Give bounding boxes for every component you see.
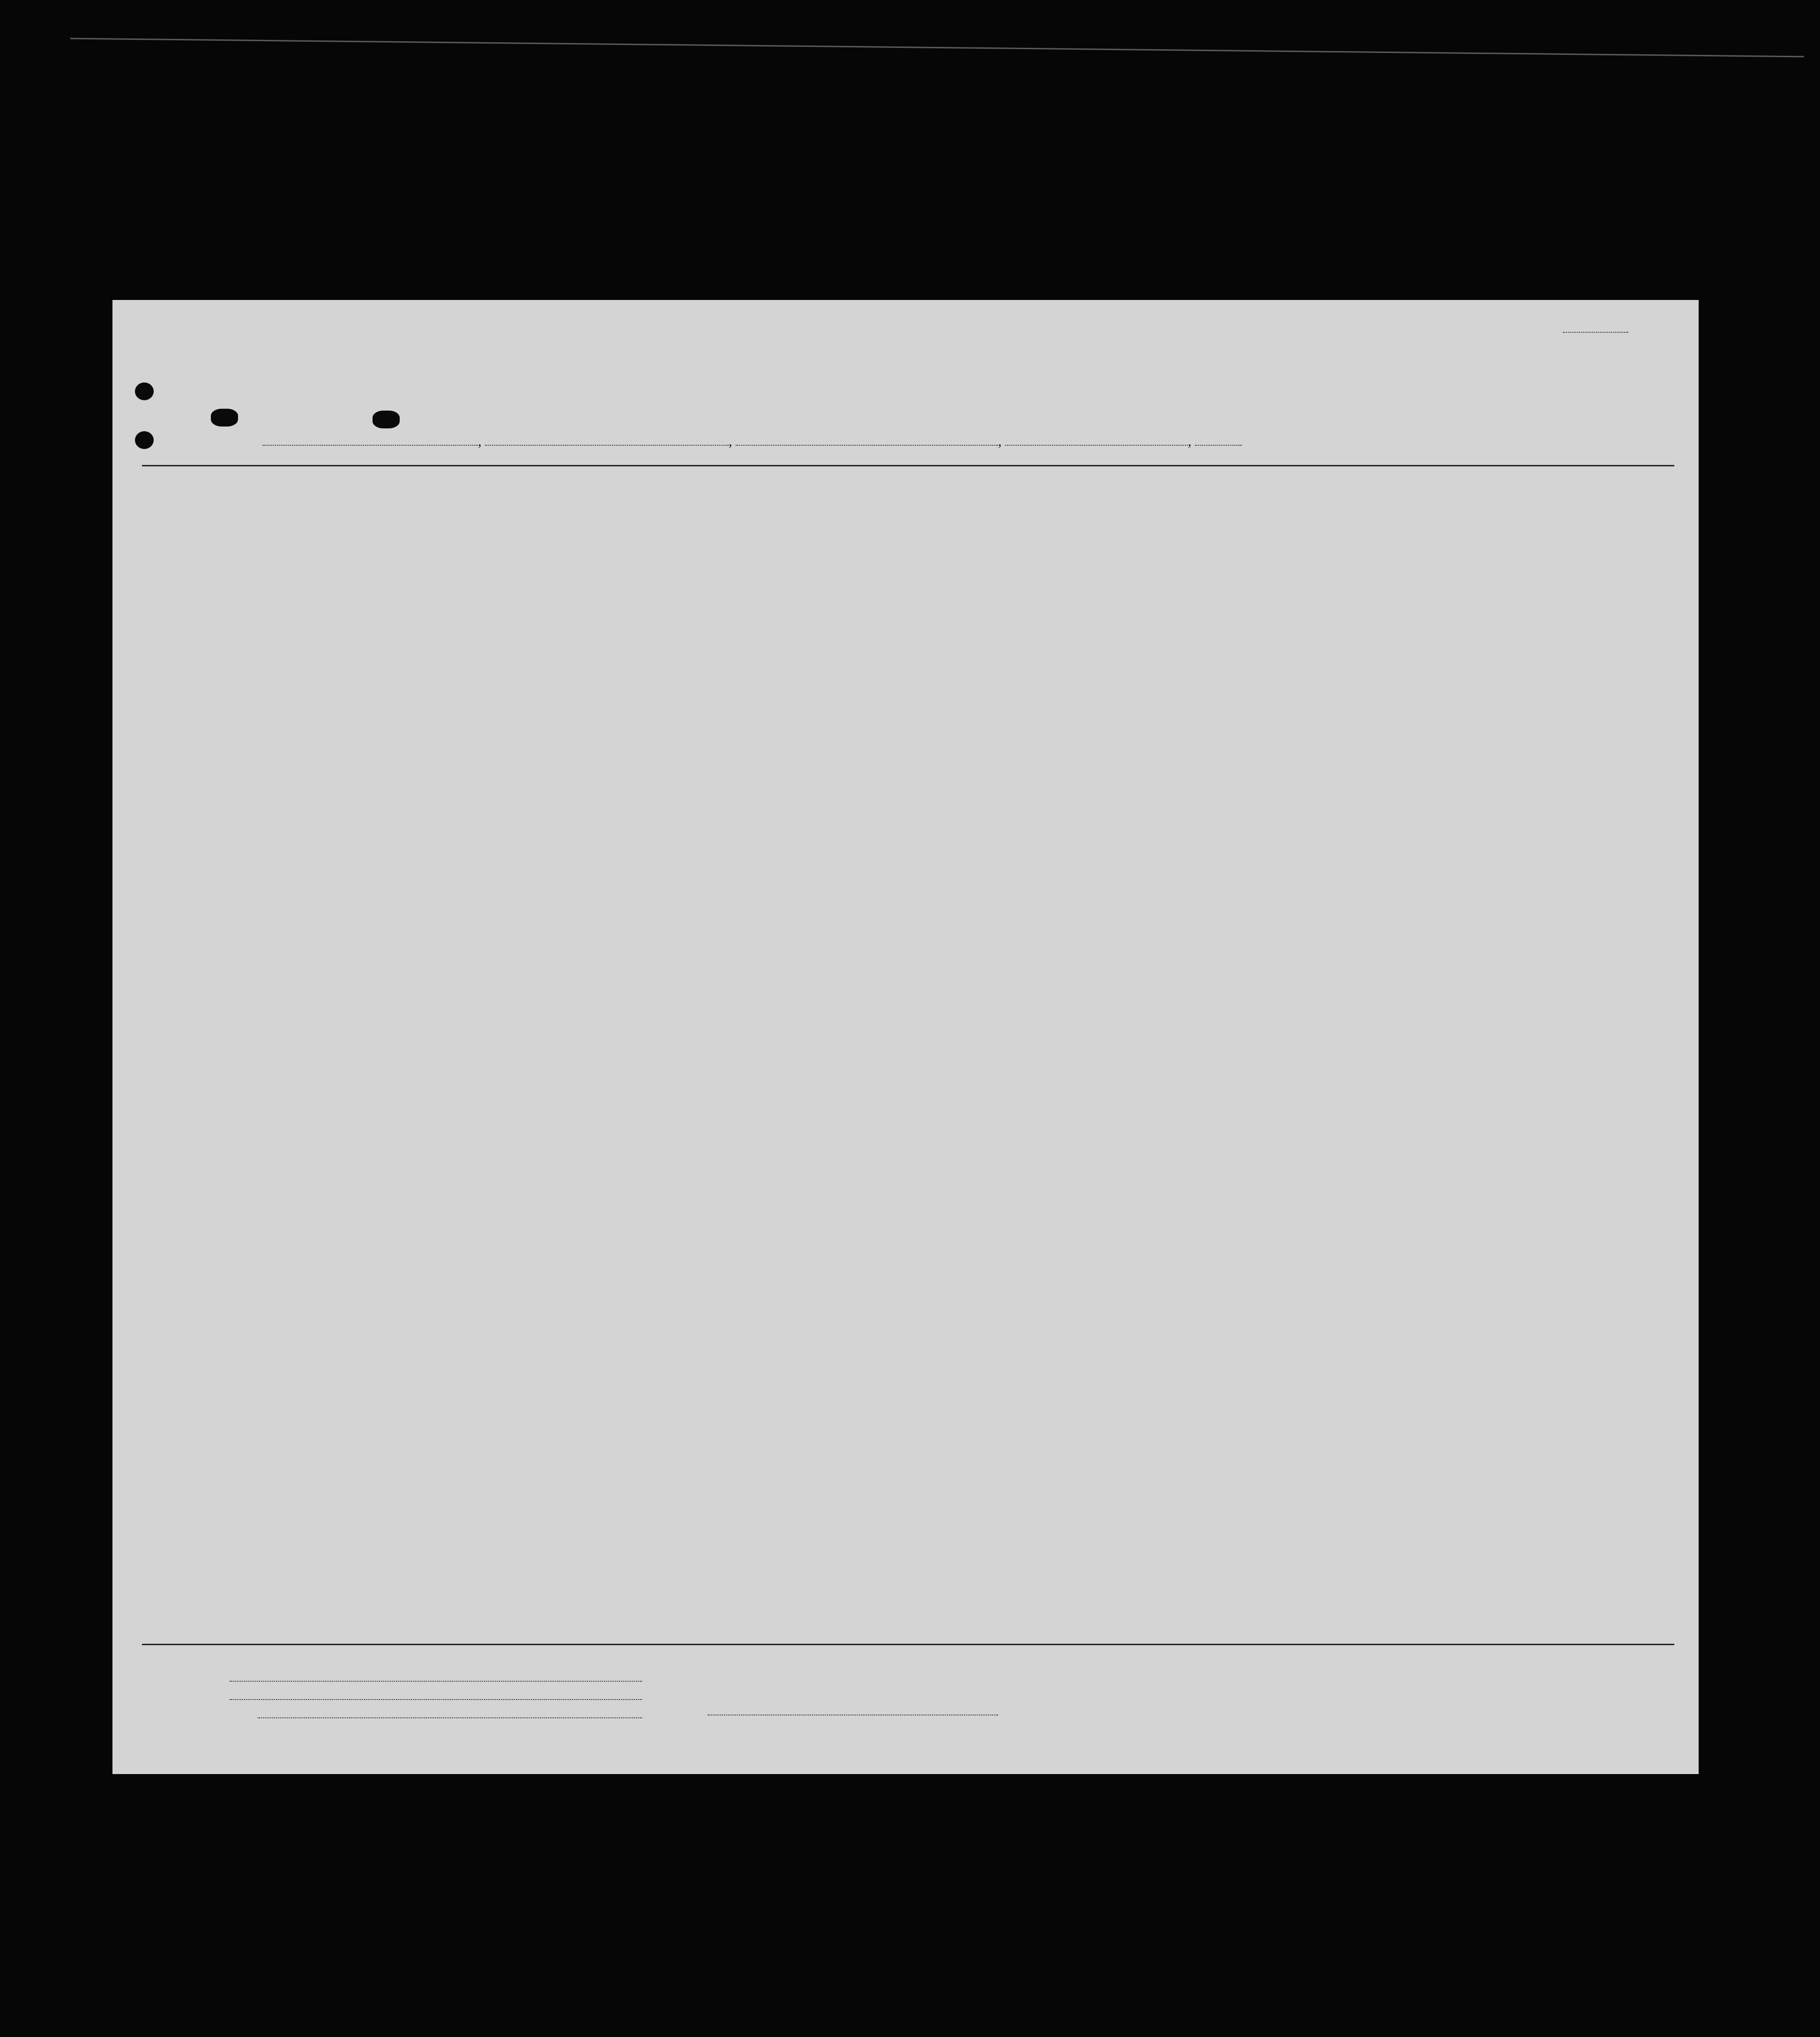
- ink-blot: [211, 409, 238, 427]
- scan-edge-line: [70, 38, 1804, 58]
- sheet-number-line: [1563, 332, 1628, 333]
- ink-blot: [373, 411, 400, 428]
- manifest-sheet: [112, 300, 1699, 1774]
- owners-value: [230, 1699, 642, 1700]
- vessel-info-row: , , , ,: [262, 434, 1645, 449]
- agents-value: [258, 1717, 642, 1718]
- punch-hole: [135, 431, 154, 449]
- punch-hole: [135, 382, 154, 400]
- vessel-name: [262, 445, 478, 446]
- year-suffix: [1195, 445, 1242, 446]
- arrival-port: [736, 445, 998, 446]
- arrival-date: [1005, 445, 1188, 446]
- sailing-port: [485, 445, 729, 446]
- line-value: [230, 1681, 642, 1682]
- crew-table: [142, 465, 1674, 1645]
